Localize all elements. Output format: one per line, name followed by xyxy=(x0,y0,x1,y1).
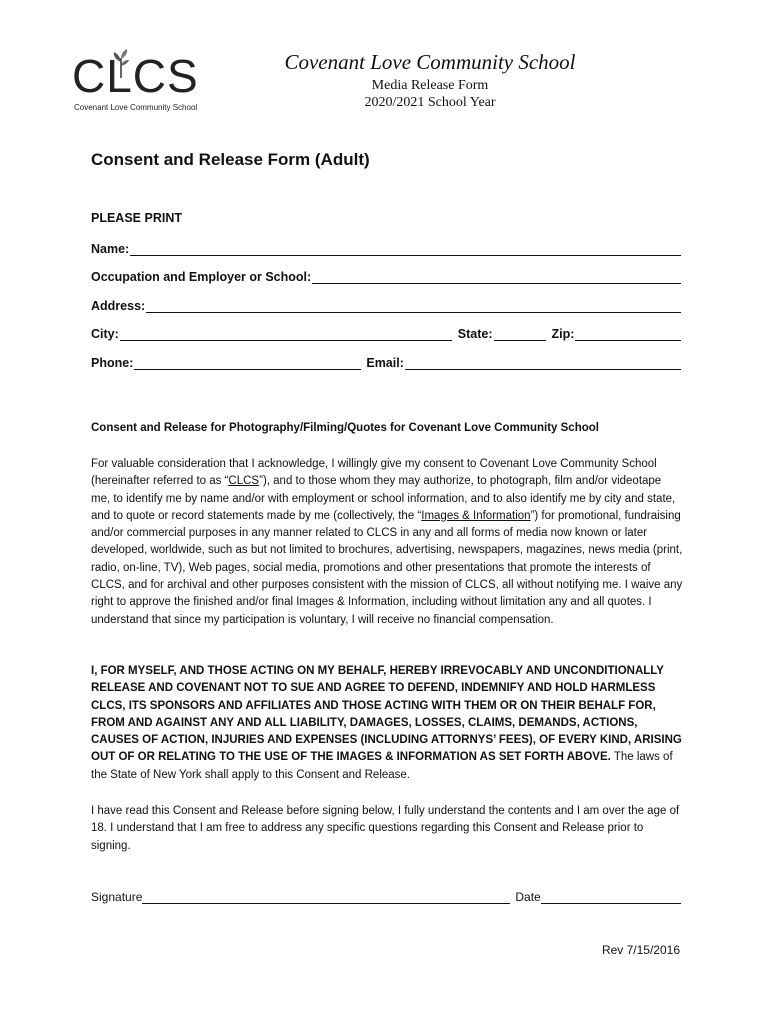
phone-email-row xyxy=(91,354,681,370)
school-logo xyxy=(72,48,212,116)
signature-row xyxy=(91,888,681,904)
city-label: City: xyxy=(91,327,119,341)
address-field[interactable] xyxy=(146,300,681,313)
acknowledgement-paragraph xyxy=(91,803,683,855)
revision-label: Rev 7/15/2016 xyxy=(601,943,680,957)
occupation-field-row xyxy=(91,268,681,284)
signature-field[interactable] xyxy=(142,891,510,904)
name-label: Name: xyxy=(91,242,130,256)
email-label: Email: xyxy=(366,356,404,370)
signature-label: Signature xyxy=(91,890,143,904)
release-paragraph xyxy=(91,663,683,784)
occupation-label: Occupation and Employer or School: xyxy=(91,270,312,284)
release-rest-text: The laws of the State of New York shall apply to this Consent and Release. xyxy=(91,751,673,781)
city-field[interactable] xyxy=(120,328,452,341)
form-name: Media Release Form xyxy=(371,78,489,93)
para1-part3: ”) for promotional, fundraising and/or commercial purposes in any manner related to CLCS in any and all forms of media now known or later developed, worldwide, such as but not limited to brochures, advertising, newspapers, magazines, news media (print, radio, on-line, TV), Web pages, social media, promotions and other presentations that promote the interests of CLCS, and for archival and other purposes consistent with the mission of CLCS, all without notifying me. I waive any right to approve the finished and/or final Images & Information, including without limitation any and all quotes. I understand that since my participation is voluntary, I will receive no financial compensation. xyxy=(91,509,683,626)
acknowledgement-text: I have read this Consent and Release before signing below, I fully understand the contents and I am over the age of 18. I understand that I am free to address any specific questions regarding this Consent and Release prior to signing. xyxy=(91,805,680,852)
para1-part1: For valuable consideration that I acknowledge, I willingly give my consent to Covenant Love Community School (hereinafter referred to as “ xyxy=(91,458,657,488)
state-label: State: xyxy=(457,327,493,341)
school-name: Covenant Love Community School xyxy=(284,50,576,74)
name-field[interactable] xyxy=(130,243,681,256)
name-field-row xyxy=(91,240,681,256)
form-title: Consent and Release Form (Adult) xyxy=(91,150,370,169)
phone-label: Phone: xyxy=(91,356,134,370)
email-field[interactable] xyxy=(405,357,681,370)
address-field-row xyxy=(91,297,681,313)
images-information-term: Images & Information xyxy=(421,509,531,522)
consent-paragraph xyxy=(91,456,683,629)
date-field[interactable] xyxy=(541,891,681,904)
school-year: 2020/2021 School Year xyxy=(364,95,496,110)
para1-part2: ”), and to those whom they may authorize, to photograph, film and/or videotape me, to identify me by name and/or with employment or school information, and to also identify me by city and state, and to quote or record statements made by me (collectively, the “ xyxy=(91,475,676,522)
section-heading: Consent and Release for Photography/Filming/Quotes for Covenant Love Community School xyxy=(91,422,599,434)
state-field[interactable] xyxy=(494,328,546,341)
zip-field[interactable] xyxy=(575,328,681,341)
please-print-label: PLEASE PRINT xyxy=(91,211,182,225)
logo-subtitle: Covenant Love Community School xyxy=(74,103,198,112)
occupation-field[interactable] xyxy=(312,271,681,284)
zip-label: Zip: xyxy=(551,327,575,341)
release-caps-text: I, FOR MYSELF, AND THOSE ACTING ON MY BEHALF, HEREBY IRREVOCABLY AND UNCONDITIONALLY RELEASE AND COVENANT NOT TO SUE AND AGREE TO DEFEND, INDEMNIFY AND HOLD HARMLESS CLCS, ITS SPONSORS AND AFFILIATES AND THOSE ACTING WITH THEM OR ON THEIR BEHALF FOR, FROM AND AGAINST ANY AND ALL LIABILITY, DAMAGES, LOSSES, CLAIMS, DEMANDS, ACTIONS, CAUSES OF ACTION, INJURIES AND EXPENSES (INCLUDING ATTORNYS’ FEES), OF EVERY KIND, ARISING OUT OF OR RELATING TO THE USE OF THE IMAGES & INFORMATION AS SET FORTH ABOVE. xyxy=(91,665,682,764)
phone-field[interactable] xyxy=(134,357,361,370)
logo-letters: CLCS xyxy=(72,50,199,102)
clcs-term: CLCS xyxy=(228,475,260,488)
date-label: Date xyxy=(515,890,541,904)
city-state-zip-row xyxy=(91,325,681,341)
address-label: Address: xyxy=(91,299,146,313)
